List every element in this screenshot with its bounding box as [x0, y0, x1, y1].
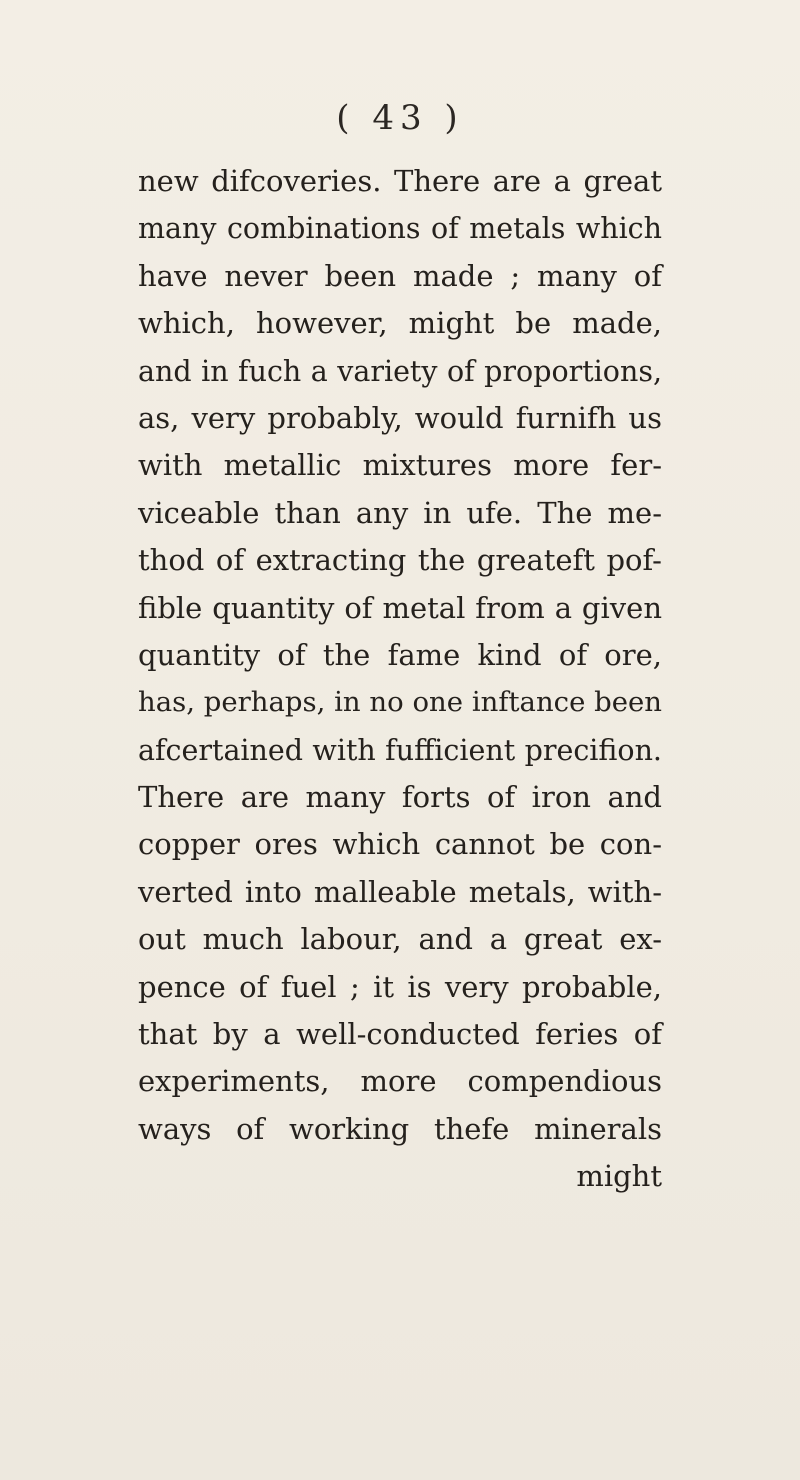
text-line: fible quantity of metal from a given — [138, 590, 662, 625]
text-line: afcertained with fufficient precifion. — [138, 733, 662, 767]
text-line: with metallic mixtures more fer- — [138, 448, 662, 483]
text-line: many combinations of metals which — [138, 212, 662, 246]
text-line: quantity of the fame kind of ore, — [138, 637, 662, 672]
text-line: thod of extracting the greateft pof- — [138, 543, 662, 578]
text-line: has, perhaps, in no one inftance been — [138, 686, 662, 719]
text-line: There are many forts of iron and — [138, 780, 662, 815]
text-line: have never been made ; many of — [138, 258, 662, 293]
text-line: as, very probably, would furnifh us — [138, 400, 662, 435]
body-text — [138, 158, 662, 1201]
text-line: viceable than any in ufe. The me- — [138, 495, 662, 530]
catchword: might — [576, 1159, 662, 1194]
text-line: which, however, might be made, — [138, 306, 662, 341]
text-line: new difcoveries. There are a great — [138, 164, 662, 198]
text-line: that by a well-conducted feries of — [138, 1017, 662, 1052]
text-line: verted into malleable metals, with- — [138, 874, 662, 909]
text-line: copper ores which cannot be con- — [138, 827, 662, 862]
text-line: out much labour, and a great ex- — [138, 922, 662, 957]
page-number: ( 43 ) — [336, 98, 464, 138]
text-line: ways of working thefe minerals — [138, 1111, 662, 1146]
text-line: experiments, more compendious — [138, 1064, 662, 1099]
text-line: and in fuch a variety of proportions, — [138, 354, 662, 388]
text-line: pence of fuel ; it is very probable, — [138, 969, 662, 1004]
